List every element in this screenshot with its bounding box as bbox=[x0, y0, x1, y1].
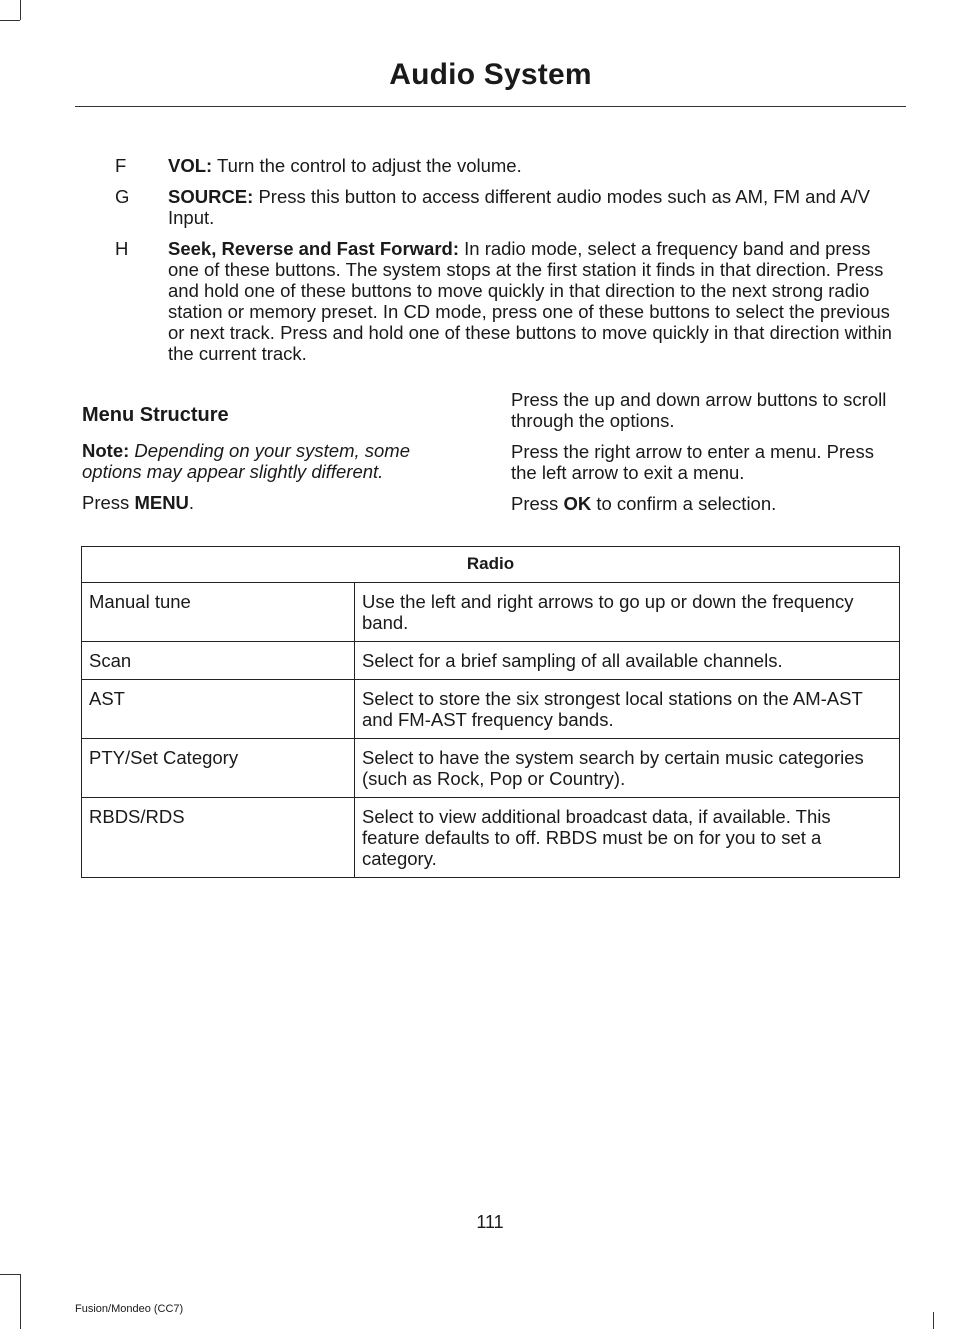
menu-option-description: Select for a brief sampling of all available channels. bbox=[355, 642, 900, 680]
scroll-paragraph: Press the up and down arrow buttons to scroll through the options. bbox=[511, 389, 887, 431]
page-title: Audio System bbox=[389, 58, 592, 91]
radio-menu-table bbox=[81, 546, 900, 878]
press-menu-paragraph bbox=[82, 492, 462, 513]
legend-description: In radio mode, select a frequency band and press one of these buttons. The system stops at the first station it finds in that direction. Press and hold one of these buttons to move quickly in that direction to the next strong radio station or memory preset. In CD mode, press one of these buttons to select the previous or next track. Press and hold one of these buttons to move quickly in that direction within the current track. bbox=[168, 238, 892, 364]
ok-key: OK bbox=[563, 493, 592, 514]
legend-letter: H bbox=[115, 238, 129, 259]
table-title: Radio bbox=[82, 547, 900, 583]
legend-term: SOURCE: bbox=[168, 186, 254, 207]
ok-suffix: to confirm a selection. bbox=[591, 493, 777, 514]
note-text: Depending on your system, some options may appear slightly different. bbox=[82, 440, 411, 482]
table-row bbox=[82, 798, 900, 878]
menu-structure-right-column bbox=[511, 389, 901, 524]
legend-text bbox=[168, 155, 897, 176]
menu-option-description: Select to store the six strongest local stations on the AM-AST and FM-AST frequency bands. bbox=[355, 680, 900, 739]
legend-text bbox=[168, 186, 897, 228]
legend-item-h bbox=[82, 238, 897, 364]
enter-exit-paragraph: Press the right arrow to enter a menu. Press the left arrow to exit a menu. bbox=[511, 441, 874, 483]
menu-option-description: Use the left and right arrows to go up or down the frequency band. bbox=[355, 583, 900, 642]
legend-item-f bbox=[82, 155, 897, 176]
page-number: 111 bbox=[476, 1212, 504, 1232]
confirm-paragraph bbox=[511, 493, 901, 514]
crop-mark bbox=[20, 1274, 21, 1329]
menu-structure-left-column bbox=[82, 405, 462, 523]
table-header-row bbox=[82, 547, 900, 583]
menu-option-name: AST bbox=[82, 680, 355, 739]
crop-mark bbox=[0, 1274, 20, 1275]
footer-model-label: Fusion/Mondeo (CC7) bbox=[75, 1303, 184, 1315]
legend-description: Turn the control to adjust the volume. bbox=[212, 155, 522, 176]
menu-option-description: Select to view additional broadcast data, if available. This feature defaults to off. RBDS must be on for you to set a category. bbox=[355, 798, 900, 878]
legend-letter: G bbox=[115, 186, 130, 207]
menu-option-name: PTY/Set Category bbox=[82, 739, 355, 798]
table-row bbox=[82, 583, 900, 642]
table-row bbox=[82, 642, 900, 680]
press-suffix: . bbox=[188, 492, 195, 513]
control-legend bbox=[82, 155, 897, 374]
menu-option-name: Scan bbox=[82, 642, 355, 680]
crop-mark bbox=[0, 20, 20, 21]
note-label: Note: bbox=[82, 440, 130, 461]
ok-prefix: Press bbox=[511, 493, 564, 514]
table-row bbox=[82, 680, 900, 739]
menu-option-name: RBDS/RDS bbox=[82, 798, 355, 878]
legend-letter: F bbox=[115, 155, 127, 176]
legend-term: VOL: bbox=[168, 155, 213, 176]
legend-term: Seek, Reverse and Fast Forward: bbox=[168, 238, 459, 259]
crop-mark bbox=[933, 1312, 934, 1329]
table-row bbox=[82, 739, 900, 798]
menu-key: MENU bbox=[134, 492, 189, 513]
header-divider bbox=[75, 106, 906, 107]
section-heading: Menu Structure bbox=[82, 404, 229, 426]
menu-option-description: Select to have the system search by certain music categories (such as Rock, Pop or Country). bbox=[355, 739, 900, 798]
legend-item-g bbox=[82, 186, 897, 228]
press-prefix: Press bbox=[82, 492, 135, 513]
menu-option-name: Manual tune bbox=[82, 583, 355, 642]
note-paragraph bbox=[82, 440, 462, 482]
legend-description: Press this button to access different audio modes such as AM, FM and A/V Input. bbox=[168, 186, 870, 228]
legend-text bbox=[168, 238, 897, 364]
crop-mark bbox=[20, 0, 21, 20]
